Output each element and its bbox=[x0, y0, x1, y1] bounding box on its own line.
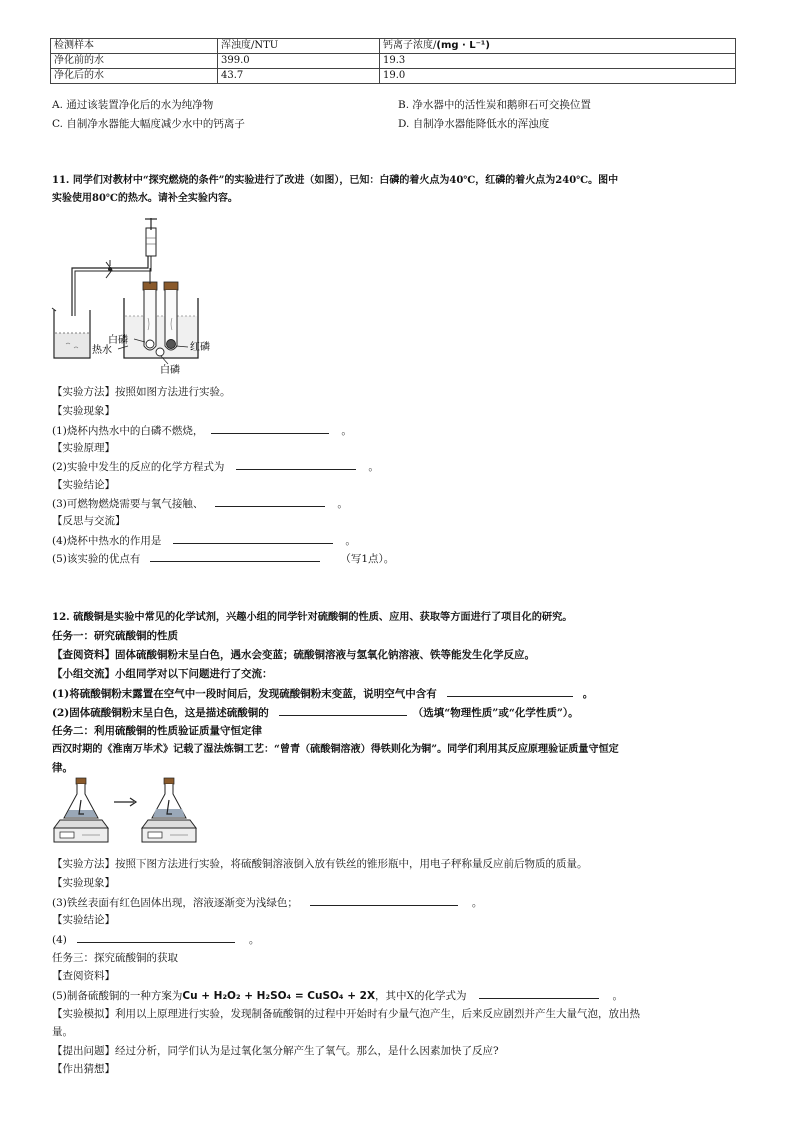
answer-blank[interactable] bbox=[236, 459, 356, 470]
end-mark: 。 bbox=[337, 498, 348, 510]
q12-q3-text: (3)铁丝表面有红色固体出现，溶液逐渐变为浅绿色； bbox=[52, 897, 298, 909]
q12-paragraph-line2: 律。 bbox=[52, 762, 73, 774]
table-cell: 19.0 bbox=[380, 69, 736, 84]
q11-q1 bbox=[52, 423, 352, 438]
group-body: 小组同学对以下问题进行了交流： bbox=[115, 668, 273, 680]
valve bbox=[106, 260, 112, 278]
q12-hypothesis-head: 【作出猜想】 bbox=[52, 1063, 115, 1075]
answer-blank[interactable] bbox=[211, 423, 329, 434]
label-red-phosphorus: 红磷 bbox=[190, 342, 210, 353]
reaction-formula: Cu + H₂O₂ + H₂SO₄ = CuSO₄ + 2X bbox=[182, 990, 376, 1002]
table-row bbox=[51, 69, 736, 84]
end-mark: 。 bbox=[345, 535, 356, 547]
q12-simulation-line1: 【实验模拟】利用以上原理进行实验，发现制备硫酸铜的过程中开始时有少量气泡产生，后来反应剧烈并产生大量气泡，放出热 bbox=[52, 1008, 640, 1020]
q12-q2-text: (2)固体硫酸铜粉末呈白色，这是描述硫酸铜的 bbox=[52, 707, 269, 719]
q12-conclusion-head: 【实验结论】 bbox=[52, 914, 115, 926]
q11-q1-text: (1)烧杯内热水中的白磷不燃烧， bbox=[52, 425, 204, 437]
label-hot-water: 热水 bbox=[92, 345, 112, 356]
arrow-icon bbox=[114, 798, 136, 806]
balance-flask-figure bbox=[52, 776, 202, 850]
q12-paragraph-line1: 西汉时期的《淮南万毕术》记载了湿法炼铜工艺：“曾青（硫酸铜溶液）得铁则化为铜”。同学们利用其反应原理验证质量守恒定 bbox=[52, 744, 619, 755]
q11-q5-text: (5)该实验的优点有 bbox=[52, 553, 141, 565]
option-a: A. 通过该装置净化后的水为纯净物 bbox=[52, 99, 214, 111]
q11-q4-text: (4)烧杯中热水的作用是 bbox=[52, 535, 162, 547]
option-b: B. 净水器中的活性炭和鹅卵石可交换位置 bbox=[398, 99, 591, 111]
answer-blank[interactable] bbox=[173, 533, 333, 544]
flask-before bbox=[64, 778, 98, 818]
q11-q3-text: (3)可燃物燃烧需要与氧气接触、 bbox=[52, 498, 204, 510]
balance-after bbox=[142, 820, 196, 842]
q12-reference2: 【查阅资料】 bbox=[52, 970, 115, 982]
syringe bbox=[145, 218, 157, 256]
q12-q3 bbox=[52, 895, 482, 910]
answer-blank[interactable] bbox=[77, 932, 235, 943]
table-cell: 19.3 bbox=[380, 54, 736, 69]
red-phosphorus bbox=[167, 340, 176, 349]
table-cell: 净化后的水 bbox=[51, 69, 218, 84]
table-header-text: 钙离子浓度/ bbox=[383, 40, 437, 51]
q11-q5 bbox=[52, 551, 394, 566]
end-mark: 。 bbox=[582, 688, 594, 700]
q12-reference1 bbox=[52, 648, 535, 662]
q12-q5-text: (5)制备硫酸铜的一种方案为 bbox=[52, 990, 183, 1002]
q12-task2: 任务二：利用硫酸铜的性质验证质量守恒定律 bbox=[52, 725, 262, 737]
end-mark: 。 bbox=[471, 897, 483, 909]
q12-q2 bbox=[52, 705, 579, 720]
end-mark: 。 bbox=[368, 461, 379, 473]
q12-stem: 12. 硫酸铜是实验中常见的化学试剂，兴趣小组的同学针对硫酸铜的性质、应用、获取等方面进行了项目化的研究。 bbox=[52, 611, 573, 623]
water-quality-table bbox=[50, 38, 736, 84]
table-cell: 399.0 bbox=[218, 54, 380, 69]
table-header-cell: 检测样本 bbox=[51, 39, 218, 54]
table-header-cell: 浑浊度/NTU bbox=[218, 39, 380, 54]
unit-label: (mg · L⁻¹) bbox=[436, 40, 490, 51]
test-tube-left bbox=[143, 268, 157, 350]
q12-q5-tail: ，其中X的化学式为 bbox=[375, 990, 467, 1002]
reference-body: 固体硫酸铜粉末呈白色，遇水会变蓝；硫酸铜溶液与氢氧化钠溶液、铁等能发生化学反应。 bbox=[115, 649, 535, 661]
label-white-phosphorus-bottom: 白磷 bbox=[160, 365, 180, 376]
white-phosphorus-in-tube bbox=[146, 340, 154, 348]
q11-conclusion-head: 【实验结论】 bbox=[52, 479, 115, 491]
flask-after bbox=[152, 778, 186, 818]
balance-before bbox=[54, 820, 108, 842]
q12-q5 bbox=[52, 988, 623, 1003]
table-header-row bbox=[51, 39, 736, 54]
q12-simulation-line2: 量。 bbox=[52, 1026, 73, 1038]
end-mark: 。 bbox=[612, 990, 624, 1002]
answer-blank[interactable] bbox=[447, 686, 573, 697]
q12-question: 【提出问题】经过分析，同学们认为是过氧化氢分解产生了氧气。那么，是什么因素加快了反应? bbox=[52, 1045, 499, 1057]
label-white-phosphorus-left: 白磷 bbox=[108, 335, 128, 346]
group-head: 【小组交流】 bbox=[52, 668, 115, 680]
answer-blank[interactable] bbox=[215, 496, 325, 507]
q12-q4 bbox=[52, 932, 259, 947]
answer-blank[interactable] bbox=[479, 988, 599, 999]
table-cell: 43.7 bbox=[218, 69, 380, 84]
q12-task3: 任务三：探究硫酸铜的获取 bbox=[52, 952, 178, 964]
option-c: C. 自制净水器能大幅度减少水中的钙离子 bbox=[52, 118, 245, 130]
table-row bbox=[51, 54, 736, 69]
answer-blank[interactable] bbox=[150, 551, 320, 562]
q11-phenomenon-head: 【实验现象】 bbox=[52, 405, 115, 417]
q12-method: 【实验方法】按照下图方法进行实验，将硫酸铜溶液倒入放有铁丝的锥形瓶中，用电子秤称量反应前后物质的质量。 bbox=[52, 858, 588, 870]
option-d: D. 自制净水器能降低水的浑浊度 bbox=[398, 118, 550, 130]
q11-principle-head: 【实验原理】 bbox=[52, 442, 115, 454]
q12-q1 bbox=[52, 686, 593, 701]
q12-q2-hint: （选填“物理性质”或“化学性质”）。 bbox=[412, 707, 579, 719]
combustion-apparatus-figure bbox=[48, 218, 248, 378]
q11-q3 bbox=[52, 496, 348, 511]
end-mark: 。 bbox=[341, 425, 352, 437]
q11-q5-note: （写1点）。 bbox=[340, 553, 395, 565]
q11-stem-line2: 实验使用80℃的热水。请补全实验内容。 bbox=[52, 193, 238, 204]
q12-phenomenon-head: 【实验现象】 bbox=[52, 877, 115, 889]
q11-q4 bbox=[52, 533, 356, 548]
q12-q4-text: (4) bbox=[52, 934, 67, 946]
answer-blank[interactable] bbox=[310, 895, 458, 906]
q12-task1: 任务一：研究硫酸铜的性质 bbox=[52, 630, 178, 642]
table-header-cell bbox=[380, 39, 736, 54]
q12-q1-text: (1)将硫酸铜粉末露置在空气中一段时间后，发现硫酸铜粉末变蓝，说明空气中含有 bbox=[52, 688, 437, 700]
q11-q2-text: (2)实验中发生的反应的化学方程式为 bbox=[52, 461, 225, 473]
reference-head: 【查阅资料】 bbox=[52, 649, 115, 661]
end-mark: 。 bbox=[248, 934, 260, 946]
q11-method: 【实验方法】按照如图方法进行实验。 bbox=[52, 386, 231, 398]
q11-reflection-head: 【反思与交流】 bbox=[52, 515, 126, 527]
water-beaker bbox=[52, 308, 90, 358]
white-phosphorus-in-water bbox=[156, 348, 164, 356]
connecting-tube bbox=[72, 240, 148, 316]
q11-stem-line1: 11. 同学们对教材中“探究燃烧的条件”的实验进行了改进（如图），已知：白磷的着火点为40℃，红磷的着火点为240℃。图中 bbox=[52, 175, 619, 186]
q12-group-discussion bbox=[52, 667, 273, 681]
answer-blank[interactable] bbox=[279, 705, 407, 716]
table-cell: 净化前的水 bbox=[51, 54, 218, 69]
q11-q2 bbox=[52, 459, 379, 474]
